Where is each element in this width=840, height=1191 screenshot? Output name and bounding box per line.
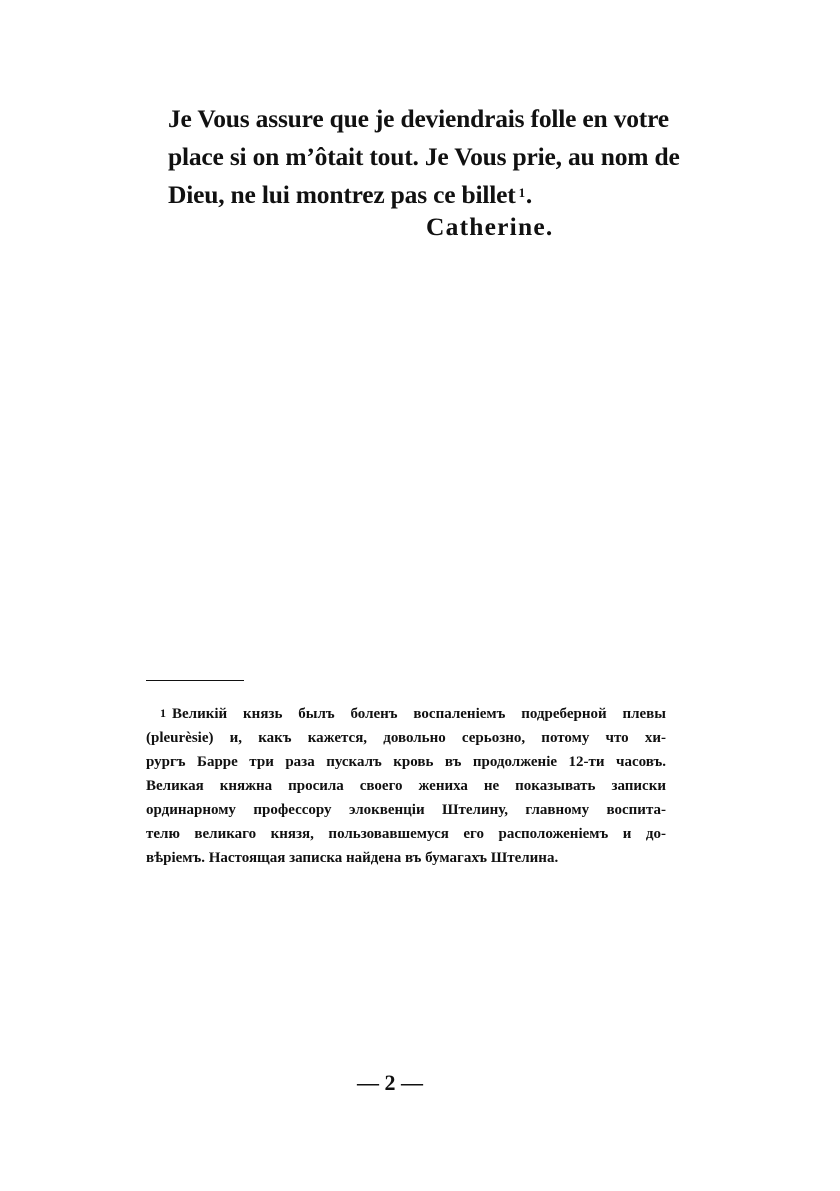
footnote-line: ординарному профессору элоквенціи Штелину, главному воспита- [146,802,666,818]
footnote [146,702,666,870]
letter-line: place si on m’ôtait tout. Je Vous prie, au nom de [168,142,680,171]
footnote-line: вѣріемъ. Настоящая записка найдена въ бумагахъ Штелина. [146,850,559,866]
letter-line-last [168,176,650,214]
footnote-line: телю великаго князя, пользовавшемуся его расположеніемъ и до- [146,826,666,842]
letter-line-end: . [525,180,533,209]
footnote-line: Великая княжна просила своего жениха не показывать записки [146,778,666,794]
footnote-divider [146,680,244,681]
letter-body [168,100,680,214]
footnote-mark: 1 [160,706,166,720]
footnote-reference: 1 [518,185,525,200]
letter-line-text: Dieu, ne lui montrez pas ce billet [168,180,516,209]
signature: Catherine. [426,212,554,241]
letter-line: Je Vous assure que je deviendrais folle en votre [168,104,669,133]
footnote-line: (pleurèsie) и, какъ кажется, довольно серьозно, потому что хи- [146,730,666,746]
page-number: — 2 — [357,1070,423,1095]
footnote-line-text: Великій князь былъ боленъ воспаленіемъ подреберной плевы [172,706,666,722]
footnote-line: рургъ Барре три раза пускалъ кровь въ продолженіе 12-ти часовъ. [146,754,666,770]
footnote-line [146,702,666,726]
